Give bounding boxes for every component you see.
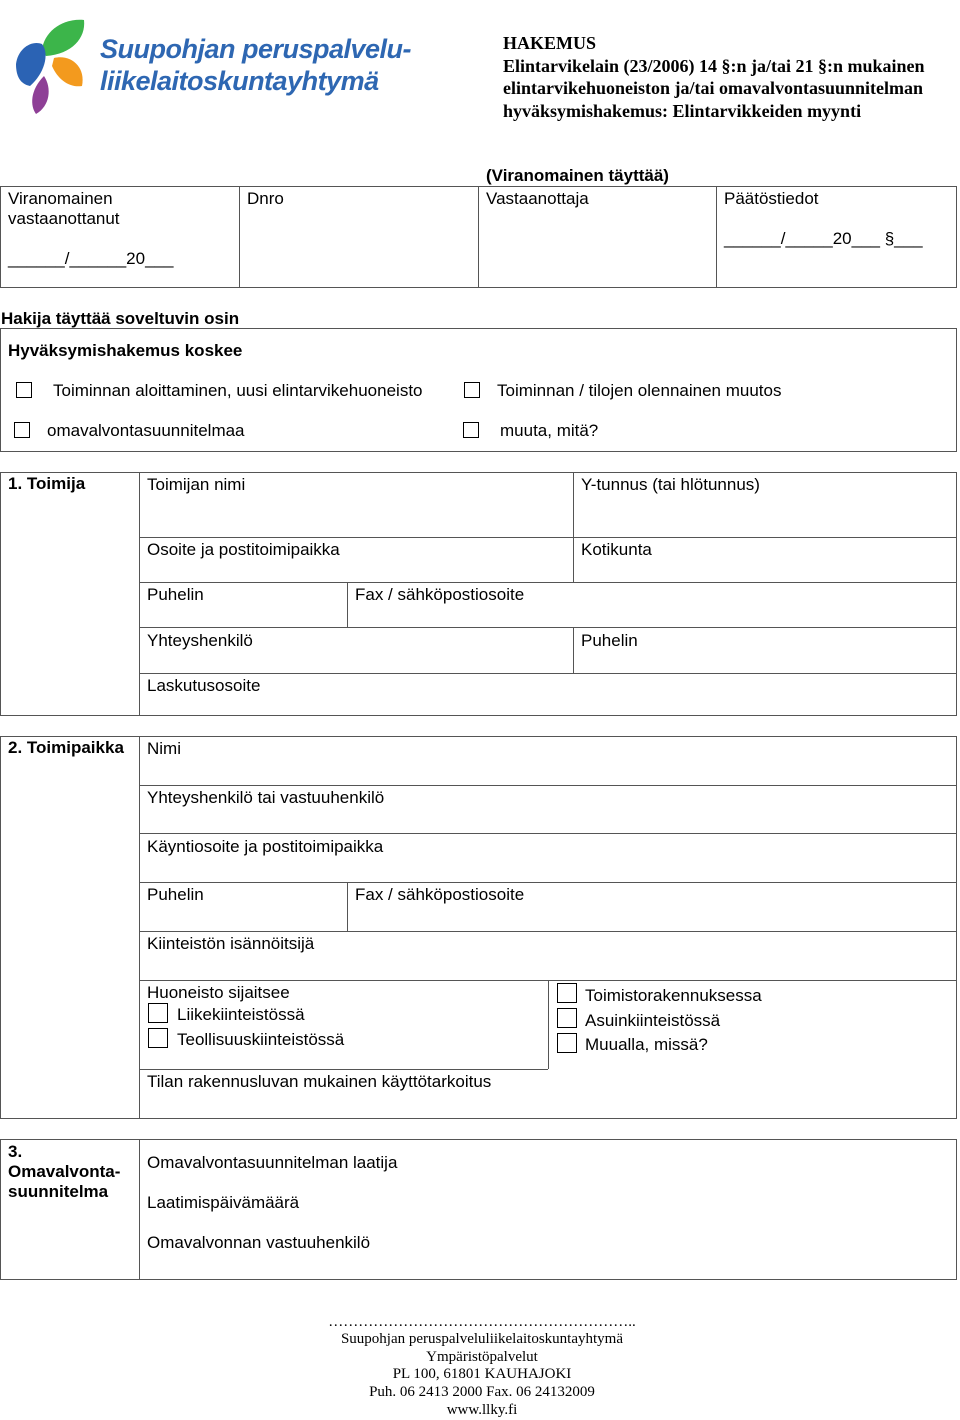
footer-dept: Ympäristöpalvelut bbox=[426, 1349, 538, 1365]
decision-field[interactable]: Päätöstiedot bbox=[724, 189, 819, 208]
selfcontrol-title-line2: Omavalvonta- bbox=[8, 1162, 121, 1181]
operator-ytunnus-field[interactable]: Y-tunnus (tai hlötunnus) bbox=[581, 475, 760, 494]
option-elsewhere: Muualla, missä? bbox=[585, 1035, 708, 1054]
operator-address-field[interactable]: Osoite ja postitoimipaikka bbox=[147, 540, 340, 559]
option-start-operation: Toiminnan aloittaminen, uusi elintarvikehuoneisto bbox=[53, 381, 423, 400]
option-essential-change: Toiminnan / tilojen olennainen muutos bbox=[497, 381, 782, 400]
dnro-field[interactable]: Dnro bbox=[247, 189, 284, 208]
divider bbox=[139, 1139, 140, 1280]
divider bbox=[139, 882, 957, 883]
option-commercial: Liikekiinteistössä bbox=[177, 1005, 305, 1024]
operator-municipality-field[interactable]: Kotikunta bbox=[581, 540, 652, 559]
received-label-2: vastaanottanut bbox=[8, 209, 120, 228]
divider bbox=[139, 673, 957, 674]
divider bbox=[573, 627, 574, 673]
checkbox-essential-change[interactable] bbox=[464, 382, 480, 398]
form-subtitle-line3: hyväksymishakemus: Elintarvikkeiden myynti bbox=[503, 100, 862, 121]
divider bbox=[347, 882, 348, 931]
checkbox-other[interactable] bbox=[463, 422, 479, 438]
option-selfcontrol-plan: omavalvontasuunnitelmaa bbox=[47, 421, 245, 440]
operator-phone-field[interactable]: Puhelin bbox=[147, 585, 204, 604]
decision-date-field[interactable]: ______/_____20___ §___ bbox=[724, 229, 923, 248]
checkbox-commercial[interactable] bbox=[148, 1003, 168, 1023]
checkbox-start-operation[interactable] bbox=[16, 382, 32, 398]
form-subtitle-line2: elintarvikehuoneiston ja/tai omavalvontasuunnitelman bbox=[503, 78, 924, 98]
checkbox-selfcontrol-plan[interactable] bbox=[14, 422, 30, 438]
divider bbox=[139, 1069, 548, 1070]
footer-address: PL 100, 61801 KAUHAJOKI bbox=[392, 1366, 572, 1382]
option-industrial: Teollisuuskiinteistössä bbox=[177, 1030, 345, 1049]
divider bbox=[478, 186, 479, 288]
applicant-note: Hakija täyttää soveltuvin osin bbox=[1, 309, 240, 328]
divider bbox=[139, 785, 957, 786]
form-subtitle-line1: Elintarvikelain (23/2006) 14 §:n ja/tai 21 §:n mukainen bbox=[503, 55, 925, 76]
footer-phone: Puh. 06 2413 2000 Fax. 06 24132009 bbox=[369, 1384, 595, 1400]
operator-billing-field[interactable]: Laskutusosoite bbox=[147, 676, 261, 695]
option-office: Toimistorakennuksessa bbox=[585, 986, 762, 1005]
premises-section-title: 2. Toimipaikka bbox=[8, 738, 124, 757]
footer-org: Suupohjan peruspalveluliikelaitoskuntayhtymä bbox=[340, 1331, 624, 1347]
premises-phone-field[interactable]: Puhelin bbox=[147, 885, 204, 904]
receiver-field[interactable]: Vastaanottaja bbox=[486, 189, 589, 208]
divider bbox=[573, 472, 574, 582]
received-date-field[interactable]: ______/______20___ bbox=[8, 249, 174, 268]
operator-name-field[interactable]: Toimijan nimi bbox=[147, 475, 246, 494]
divider bbox=[347, 582, 348, 627]
selfcontrol-date-field[interactable]: Laatimispäivämäärä bbox=[147, 1193, 300, 1212]
logo bbox=[14, 14, 414, 119]
form-header bbox=[503, 32, 925, 122]
premises-name-field[interactable]: Nimi bbox=[147, 739, 181, 758]
selfcontrol-author-field[interactable]: Omavalvontasuunnitelman laatija bbox=[147, 1153, 398, 1172]
operator-section-title: 1. Toimija bbox=[8, 474, 86, 493]
divider bbox=[716, 186, 717, 288]
footer-dots: …………………………………………………….. bbox=[328, 1314, 636, 1330]
logo-text-line1: Suupohjan peruspalvelu- bbox=[100, 34, 412, 64]
premises-section bbox=[0, 736, 957, 1119]
selfcontrol-responsible-field[interactable]: Omavalvonnan vastuuhenkilö bbox=[147, 1233, 371, 1252]
logo-petals-icon bbox=[14, 14, 94, 119]
selfcontrol-title-line1: 3. bbox=[8, 1142, 23, 1161]
divider bbox=[139, 472, 140, 716]
divider bbox=[139, 736, 140, 1119]
option-residential: Asuinkiinteistössä bbox=[585, 1011, 721, 1030]
divider bbox=[139, 627, 957, 628]
divider bbox=[548, 980, 549, 1069]
premises-located-label: Huoneisto sijaitsee bbox=[147, 983, 290, 1002]
selfcontrol-section bbox=[0, 1139, 957, 1280]
received-label-1: Viranomainen bbox=[8, 189, 113, 208]
checkbox-elsewhere[interactable] bbox=[557, 1033, 577, 1053]
divider bbox=[139, 833, 957, 834]
divider bbox=[139, 582, 957, 583]
divider bbox=[239, 186, 240, 288]
operator-contact-phone-field[interactable]: Puhelin bbox=[581, 631, 638, 650]
approval-heading: Hyväksymishakemus koskee bbox=[8, 341, 243, 360]
premises-fax-field[interactable]: Fax / sähköpostiosoite bbox=[355, 885, 525, 904]
logo-text-line2: liikelaitoskuntayhtymä bbox=[100, 66, 379, 96]
authority-note: (Viranomainen täyttää) bbox=[486, 166, 669, 185]
checkbox-residential[interactable] bbox=[557, 1008, 577, 1028]
checkbox-industrial[interactable] bbox=[148, 1028, 168, 1048]
divider bbox=[139, 931, 957, 932]
checkbox-office[interactable] bbox=[557, 983, 577, 1003]
premises-contact-field[interactable]: Yhteyshenkilö tai vastuuhenkilö bbox=[147, 788, 385, 807]
premises-manager-field[interactable]: Kiinteistön isännöitsijä bbox=[147, 934, 315, 953]
form-title: HAKEMUS bbox=[503, 33, 597, 53]
selfcontrol-section-title bbox=[8, 1142, 120, 1202]
premises-usage-field[interactable]: Tilan rakennusluvan mukainen käyttötarkoitus bbox=[147, 1072, 492, 1091]
selfcontrol-title-line3: suunnitelma bbox=[8, 1182, 109, 1201]
operator-fax-field[interactable]: Fax / sähköpostiosoite bbox=[355, 585, 525, 604]
footer-web-link[interactable]: www.llky.fi bbox=[446, 1402, 518, 1418]
premises-visit-address-field[interactable]: Käyntiosoite ja postitoimipaikka bbox=[147, 837, 384, 856]
divider bbox=[139, 537, 957, 538]
option-other: muuta, mitä? bbox=[500, 421, 599, 440]
operator-contact-field[interactable]: Yhteyshenkilö bbox=[147, 631, 253, 650]
